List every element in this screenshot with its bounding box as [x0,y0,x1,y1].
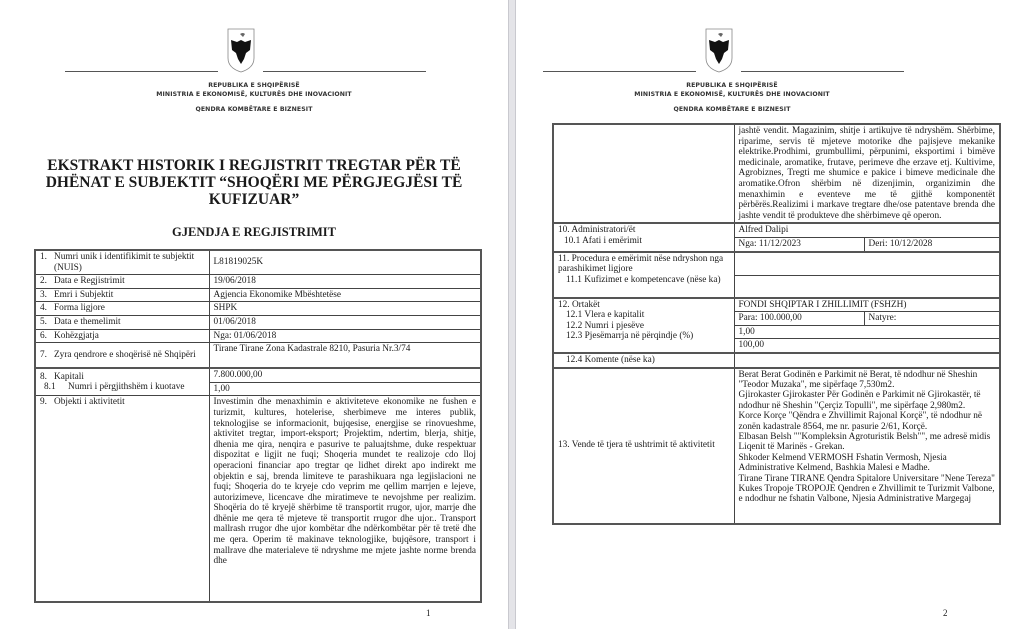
term-to-value: Deri: 10/12/2028 [864,237,1000,251]
other-locations-label: 13. Vende të tjera të ushtrimit të aktivitetit [553,368,734,524]
row-label: Data e Regjistrimit [54,276,125,287]
header-center: QENDRA KOMBËTARE E BIZNESIT [673,106,791,113]
founding-date-value: 01/06/2018 [209,315,481,329]
activity-value: Investimin dhe menaxhimin e aktiviteteve ekonomike ne fushen e turizmit, kultures, hotelerise, sherbimeve me interes publik, teknologjise se informacionit, bujqesise, energjise se rinovueshme, aktivitet tregtar, import-eksport; Projektim, ndertim, blerja, shitje, dhenia me qira, nenqira e pasurive te paluajtshme, duke respektuar dispozitat e ligjit ne fuqi; Shoqeria mundet te realizoje cdo lloj operacioni financiar apo tregtar qe lidhet direkt apo indirekt me objektin e saj, brenda limiteve te parashikuara nga legjislacioni ne fuqi; Shoqeria do te kryeje cdo veprim me qellim marrjen e lejeve, autorizimeve, licencave dhe miratimeve te nevojshme per realizim. Shoqëria do të kryejë shërbime të transportit rrugor, ujor, marrje dhe dhënie me qera të mjeteve të transportit rrugor dhe ujor.. Transport mallrash rrugor dhe ujor kombëtar dhe ndërkombëtar për të tretë dhe me qera. Operim të makinave teknologjike, bujqësore, transport i mallrave dhe materialeve të ndryshme me mjete jashte norme brenda dhe [209,396,481,603]
procedure-value [734,252,1000,276]
table-row [35,329,481,343]
location-item: Berat Berat Godinën e Parkimit në Berat, të ndodhur në Sheshin "Teodor Muzaka", me sipërfaqe 7,530m2. [738,369,978,390]
row-label: Forma ligjore [54,303,105,314]
row-number: 2. [40,276,47,287]
header-rule-right [741,71,904,72]
headquarters-value: Tirane Tirane Zona Kadastrale 8210, Pasuria Nr.3/74 [209,343,481,369]
quotas-label: Numri i përgjithshëm i kuotave [68,382,185,393]
capital-value-label: 12.1 Vlera e kapitalit [566,310,645,321]
document-page-1 [0,0,508,629]
row-number: 5. [40,316,47,327]
document-title-line-1: EKSTRAKT HISTORIK I REGJISTRIT TREGTAR PËR TË [47,157,461,174]
location-item: Shkoder Kelmend VERMOSH Fshatin Vermosh, Njesia Administrative Kelmend, Bashkia Malesi e Madhe. [738,452,947,474]
header-ministry: MINISTRIA E EKONOMISË, KULTURËS DHE INOVACIONIT [156,91,352,98]
table-row [35,288,481,302]
comments-label: 12.4 Komente (nëse ka) [553,353,734,368]
row-number: 7. [40,349,47,360]
table-row [553,298,1000,312]
registration-table [34,249,482,603]
table-row [35,250,481,275]
row-label: Kohëzgjatja [54,330,99,341]
table-row [553,223,1000,237]
table-row [553,368,1000,524]
header-republic: REPUBLIKA E SHQIPËRISË [208,82,300,89]
administrator-value: Alfred Dalipi [734,223,1000,237]
table-row [35,368,481,382]
cash-capital-value: Para: 100.000,00 [734,312,864,326]
shares-count-value: 1,00 [734,325,1000,339]
row-number: 8.1 [44,382,56,393]
activity-value-continued: jashtë vendit. Magazinim, shitje i artikujve të ndryshëm. Shërbime, riparime, servis të mjeteve motorike dhe pajisjeve mekanike elektrike.Prodhimi, grumbullimi, përpunimi, eksportimi i bimëve medicinale, aromatike, frutave, perimeve dhe erzave etj. Kultivime, Agrobiznes, Tregti me shumice e pakice i bimeve medicinale dhe aromatike.Ofron shërbim në dizenjimin, organizimin dhe menaxhimin e eventeve me të gjithë komponentët përbërës.Realizimi i markave tregtare dhe/ose patentave brenda dhe jashte vendit të produkteve dhe shërbimeve që operon. [734,124,1000,223]
row-number: 1. [40,252,47,262]
procedure-label: 11. Procedura e emërimit nëse ndryshon nga parashikimet ligjore [558,253,724,275]
location-item: Korce Korçe "Qëndra e Zhvillimit Rajonal Korçë", të ndodhur në zonën kadastrale 8564, me nr. pasurie 2/61, Korçë. [738,411,983,432]
table-row [35,315,481,329]
location-item: Gjirokaster Gjirokaster Për Godinën e Parkimit në Gjirokastër, të ndodhur në Sheshin "Çerçiz Topulli", me sipërfaqe 2,980m2. [738,390,981,411]
quotas-value: 1,00 [209,382,481,396]
page-number: 2 [943,608,948,618]
term-from-value: Nga: 11/12/2023 [734,237,864,251]
header-center: QENDRA KOMBËTARE E BIZNESIT [195,106,313,113]
competence-limits-label: 11.1 Kufizimet e kompetencave (nëse ka) [566,274,721,285]
document-title-line-3: KUFIZUAR” [208,191,300,208]
table-row [553,252,1000,276]
row-label: Emri i Subjektit [54,289,114,300]
table-row [35,343,481,369]
administrators-label: 10. Administratori/ët [558,225,636,236]
registration-date-value: 19/06/2018 [209,275,481,289]
in-kind-capital-value: Natyre: [864,312,1000,326]
capital-label: Kapitali [54,371,84,382]
row-label: Zyra qendrore e shoqërisë në Shqipëri [54,349,196,360]
header-rule-left [543,71,696,72]
row-number: 3. [40,289,47,300]
table-row [553,353,1000,368]
legal-form-value: SHPK [209,302,481,316]
document-title-line-2: DHËNAT E SUBJEKTIT “SHOQËRI ME PËRGJEGJËSI TË [45,174,463,191]
partner-name-value: FONDI SHQIPTAR I ZHILLIMIT (FSHZH) [734,298,1000,312]
activity-label: Objekti i aktivitetit [54,397,125,408]
row-number: 8. [40,371,47,382]
row-number: 4. [40,303,47,314]
competence-limits-value [734,275,1000,298]
document-subtitle: GJENDJA E REGJISTRIMIT [172,225,336,239]
comments-value [734,353,1000,368]
location-item: Elbasan Belsh ""Kompleksin Agroturistik Belsh"", me adresë midis Liqenit të Marinës - Grekan. [738,431,991,453]
participation-percent-value: 100,00 [734,339,1000,353]
shares-count-label: 12.2 Numri i pjesëve [566,320,644,331]
partners-label: 12. Ortakët [558,299,600,310]
location-item: Kukes Tropoje TROPOJE Qendren e Zhvillimit te Turizmit Valbone, e ndodhur ne fshatin Valbone, Njesia Administrative Margegaj [738,483,995,505]
registration-table-continued [552,123,1001,525]
subject-name-value: Agjencia Ekonomike Mbështetëse [209,288,481,302]
other-locations-value [734,368,1000,524]
header-ministry: MINISTRIA E EKONOMISË, KULTURËS DHE INOVACIONIT [634,91,830,98]
header-rule-right [263,71,426,72]
table-row [553,124,1000,223]
nuis-value: L81819025K [209,250,481,275]
albanian-eagle-emblem-icon [226,28,256,73]
albanian-eagle-emblem-icon [704,28,734,73]
duration-value: Nga: 01/06/2018 [209,329,481,343]
location-item: Tirane Tirane TIRANE Qendra Spitalore Universitare "Nene Tereza" [738,473,995,484]
header-republic: REPUBLIKA E SHQIPËRISË [686,82,778,89]
row-number: 6. [40,330,47,341]
header-rule-left [65,71,218,72]
table-row [35,302,481,316]
row-label: Data e themelimit [54,316,121,327]
table-row [35,275,481,289]
participation-percent-label: 12.3 Pjesëmarrja në përqindje (%) [566,331,694,342]
row-number: 9. [40,397,47,408]
capital-value: 7.800.000,00 [209,368,481,382]
row-label: Numri unik i identifikimit te subjektit (NUIS) [54,252,195,273]
document-page-2 [516,0,1024,629]
page-number: 1 [426,608,431,618]
appointment-term-label: 10.1 Afati i emërimit [564,235,642,246]
table-row [35,396,481,603]
